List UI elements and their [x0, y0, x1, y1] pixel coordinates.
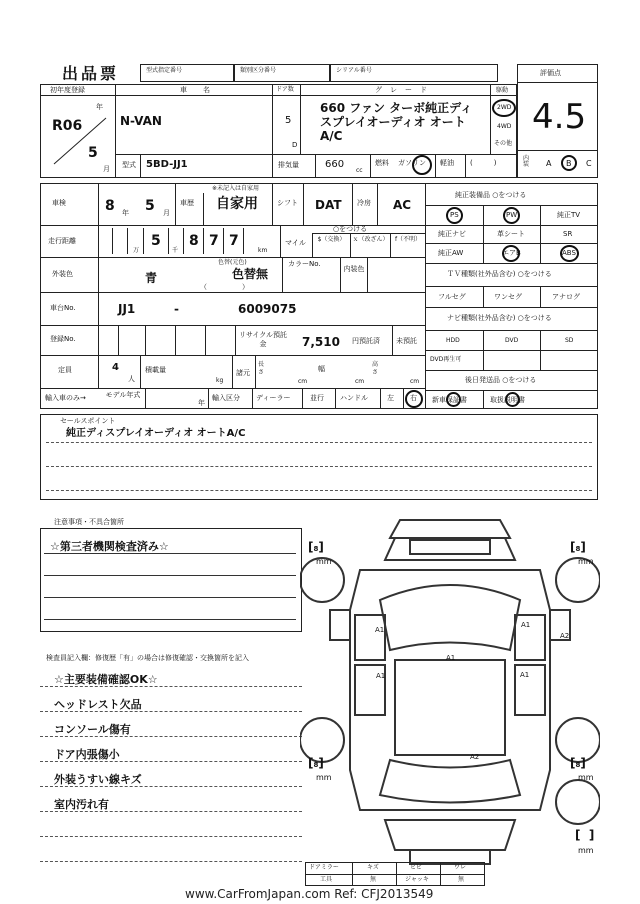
load-unit: kg — [216, 377, 224, 384]
damage-mark-1: A1 — [375, 626, 385, 634]
later-manual: 取扱説明書 — [490, 396, 525, 404]
displacement-label: 排気量 — [278, 161, 299, 169]
first-reg-year-unit: 年 — [96, 103, 103, 111]
doors-sub: D — [292, 141, 298, 149]
car-name: N-VAN — [120, 114, 162, 128]
displacement-unit: cc — [356, 167, 363, 174]
interior-grade-c: C — [586, 159, 592, 168]
serial-label: シリアル番号 — [336, 67, 372, 74]
mileage-label: 走行距離 — [48, 237, 76, 245]
model-code-label: 型式指定番号 — [146, 67, 183, 74]
equip-aw: 純正AW — [438, 249, 464, 257]
inspection-year-unit: 年 — [122, 209, 129, 217]
import-label: 輸入車のみ→ — [45, 394, 86, 402]
fuel-circle — [412, 155, 432, 175]
mileage-digit-6: 7 — [229, 233, 239, 249]
damage-mark-4: A1 — [446, 654, 456, 662]
meter-option-tampered: ｘ（改ざん） — [352, 236, 389, 243]
tire-spare-bracket: [ ] — [575, 828, 595, 842]
color-no-label: カラーNo. — [288, 260, 321, 268]
sales-point-label: セールスポイント — [60, 417, 116, 425]
mileage-man: 万 — [133, 247, 140, 254]
legend-tools-value: 無 — [370, 876, 377, 883]
meter-option-exchange: $（交換） — [317, 236, 346, 243]
damage-mark-3: A2 — [560, 632, 570, 640]
interior-color-label: 内装色 — [343, 265, 365, 273]
tv-oneseg: ワンセグ — [494, 293, 522, 301]
tire-front-right-bracket: [8] — [570, 540, 586, 554]
meter-option-unknown: f（不明） — [394, 236, 422, 243]
equip-abs-circle — [560, 245, 579, 262]
tire-rear-right-bracket: [8] — [570, 756, 586, 770]
first-reg-year: R06 — [52, 118, 83, 134]
drive-label: 駆動 — [496, 87, 509, 94]
handle-label: ハンドル — [340, 394, 368, 402]
inspector-line-5: 外装うすい線キズ — [54, 773, 142, 786]
chassis-prefix: JJ1 — [118, 302, 136, 316]
damage-mark-2: A1 — [521, 621, 531, 629]
first-reg-month-unit: 月 — [103, 165, 110, 173]
tire-spare-unit: mm — [578, 846, 594, 855]
inspector-line-1: ☆主要装備確認OK☆ — [54, 673, 158, 686]
score-value: 4.5 — [532, 97, 587, 137]
equip-tv: 純正TV — [557, 211, 581, 219]
grade-value: 660 ファン ターボ純正ディスプレイオーディオ オートA/C — [320, 101, 473, 143]
fuel-label: 燃料 — [375, 159, 389, 167]
tv-analog: アナログ — [552, 293, 580, 301]
category-label: 類別区分番号 — [240, 67, 277, 74]
interior-grade-circle — [561, 155, 577, 171]
repaint-value: 色替無 — [232, 267, 269, 281]
length-label: 長さ — [258, 361, 265, 376]
legend-crack: ヒビ — [410, 864, 423, 871]
drive-circle — [492, 99, 516, 117]
color-label: 外装色 — [52, 270, 73, 278]
remarks-line-1: ☆第三者機関検査済み☆ — [50, 540, 169, 553]
first-reg-label: 初年度登録 — [50, 86, 85, 94]
inspection-month-unit: 月 — [163, 209, 170, 217]
footer-reference: www.CarFromJapan.com Ref: CFJ2013549 — [185, 887, 434, 901]
model-type-label: 型式 — [122, 161, 136, 169]
height-label: 高さ — [372, 361, 379, 376]
model-type-value: 5BD-JJ1 — [146, 159, 188, 170]
ac-label: 冷房 — [357, 199, 371, 207]
mile-label: マイル — [285, 239, 306, 247]
sales-point-box — [40, 414, 598, 500]
first-reg-month: 5 — [88, 145, 98, 161]
inspection-month: 5 — [145, 198, 155, 214]
equip-airbag-circle — [502, 245, 520, 262]
car-name-label: 車名 — [180, 86, 226, 94]
tv-fullseg: フルセグ — [438, 293, 466, 301]
mileage-digit-3: 5 — [151, 233, 161, 249]
load-label: 積載量 — [145, 366, 166, 374]
handle-right: 右 — [410, 394, 417, 402]
legend-tools: 工具 — [320, 876, 333, 883]
equipment-title: 純正装備品 ○をつける — [455, 191, 527, 199]
interior-grade-a: A — [546, 159, 552, 168]
equip-navi: 純正ナビ — [438, 230, 466, 238]
tire-front-right-unit: mm — [578, 557, 594, 566]
drive-4wd: 4WD — [497, 123, 512, 130]
recycle-unpaid: 未預託 — [396, 337, 417, 345]
meter-circle-note: ○をつける — [333, 225, 368, 233]
inspector-line-3: コンソール傷有 — [54, 723, 131, 736]
capacity-value: 4 — [112, 362, 119, 373]
dealer-label: ディーラー — [256, 394, 291, 402]
inspector-label: 検査員記入欄：修復歴「有」の場合は修復確認・交換箇所を記入 — [46, 654, 249, 662]
score-label: 評価点 — [540, 69, 561, 77]
navi-sd: SD — [565, 337, 574, 344]
car-diagram — [300, 510, 600, 890]
interior-label: 内装 — [523, 155, 530, 168]
equip-pw: PW — [506, 211, 518, 219]
tv-title: ＴＶ種類(社外品含む) ○をつける — [447, 270, 552, 278]
chassis-label: 車台No. — [50, 304, 76, 312]
tire-front-left-unit: mm — [316, 557, 332, 566]
chassis-dash: - — [174, 302, 179, 316]
recycle-label: リサイクル預託金 — [238, 331, 288, 348]
equip-pw-circle — [503, 207, 520, 224]
drive-2wd: 2WD — [497, 104, 512, 111]
history-value: 自家用 — [216, 196, 258, 212]
sheet-title: 出品票 — [62, 64, 120, 83]
mileage-km: km — [258, 247, 268, 254]
ac-value: AC — [393, 198, 412, 212]
damage-mark-5: A1 — [376, 672, 386, 680]
legend-mirror: ドアミラー — [309, 864, 339, 871]
tire-rear-left-unit: mm — [316, 773, 332, 782]
width-label: 幅 — [318, 365, 325, 373]
width-unit: cm — [355, 378, 365, 385]
height-unit: cm — [410, 378, 420, 385]
sales-point-text: 純正ディスプレイオーディオ オートA/C — [66, 428, 246, 439]
fuel-value: ガソリン — [398, 159, 426, 167]
doors-value: 5 — [285, 115, 292, 126]
dvd-playback: DVD再生可 — [430, 356, 462, 363]
capacity-unit: 人 — [128, 375, 135, 383]
parallel-label: 並行 — [310, 394, 324, 402]
handle-left: 左 — [387, 394, 394, 402]
equip-airbag: エアB — [502, 249, 521, 257]
history-label: 車歴 — [180, 199, 194, 207]
color-value: 青 — [145, 271, 158, 285]
shift-value: DAT — [315, 198, 342, 212]
navi-title: ナビ種類(社外品含む) ○をつける — [447, 314, 552, 322]
drive-other: その他 — [494, 140, 513, 147]
length-unit: cm — [298, 378, 308, 385]
legend-jack-value: 無 — [458, 876, 465, 883]
legend-scratch: キズ — [367, 864, 379, 871]
import-class-label: 輸入区分 — [212, 394, 240, 402]
navi-hdd: HDD — [446, 337, 460, 344]
chassis-number: 6009075 — [238, 302, 297, 316]
handle-right-circle — [405, 390, 423, 408]
damage-mark-6: A1 — [520, 671, 530, 679]
light-oil-label: 軽油 — [440, 159, 454, 167]
navi-dvd: DVD — [505, 337, 519, 344]
dim-label: 諸元 — [236, 369, 250, 377]
model-year-label: モデル年式 — [105, 391, 141, 399]
shift-label: シフト — [277, 199, 298, 207]
inspection-year: 8 — [105, 198, 115, 214]
recycle-paid: 円預託済 — [352, 337, 380, 345]
equip-abs: ABS — [562, 249, 576, 257]
equip-sr: SR — [563, 230, 573, 238]
inspector-line-6: 室内汚れ有 — [54, 798, 109, 811]
later-title: 後日発送品 ○をつける — [465, 376, 537, 384]
reg-no-label: 登録No. — [50, 335, 76, 343]
capacity-label: 定員 — [58, 366, 72, 374]
later-warranty-circle — [446, 392, 461, 407]
damage-mark-7: A2 — [470, 753, 480, 761]
recycle-amount: 7,510 — [302, 335, 340, 349]
repaint-paren: （ ） — [200, 283, 249, 291]
tire-rear-right-unit: mm — [578, 773, 594, 782]
repaint-label: 色替(元色) — [218, 259, 247, 266]
remarks-label: 注意事項・不具合箇所 — [54, 518, 124, 526]
later-warranty: 新車保証書 — [432, 396, 467, 404]
tire-front-left-bracket: [8] — [308, 540, 324, 554]
inspection-label: 車検 — [52, 199, 66, 207]
mileage-sen: 千 — [172, 247, 179, 254]
history-note: ※未記入は自家用 — [212, 185, 260, 192]
mileage-digit-4: 8 — [189, 233, 199, 249]
later-manual-circle — [505, 392, 520, 407]
inspector-line-2: ヘッドレスト欠品 — [54, 698, 142, 711]
mileage-digit-5: 7 — [209, 233, 219, 249]
inspector-line-4: ドア内張傷小 — [54, 748, 120, 761]
equip-leather: 革シート — [497, 230, 525, 238]
equip-ps-circle — [446, 207, 463, 224]
tire-rear-left-bracket: [8] — [308, 756, 324, 770]
fuel-paren: ( ) — [470, 159, 497, 167]
first-reg-slash — [48, 114, 112, 168]
legend-break: ワレ — [454, 864, 467, 871]
doors-label: ドア数 — [276, 86, 294, 93]
interior-grade-b: B — [566, 159, 572, 168]
model-year-unit: 年 — [198, 399, 205, 407]
equip-ps: PS — [450, 211, 459, 219]
displacement-value: 660 — [325, 159, 345, 170]
grade-label: グレード — [375, 86, 435, 94]
legend-jack: ジャッキ — [405, 876, 429, 883]
